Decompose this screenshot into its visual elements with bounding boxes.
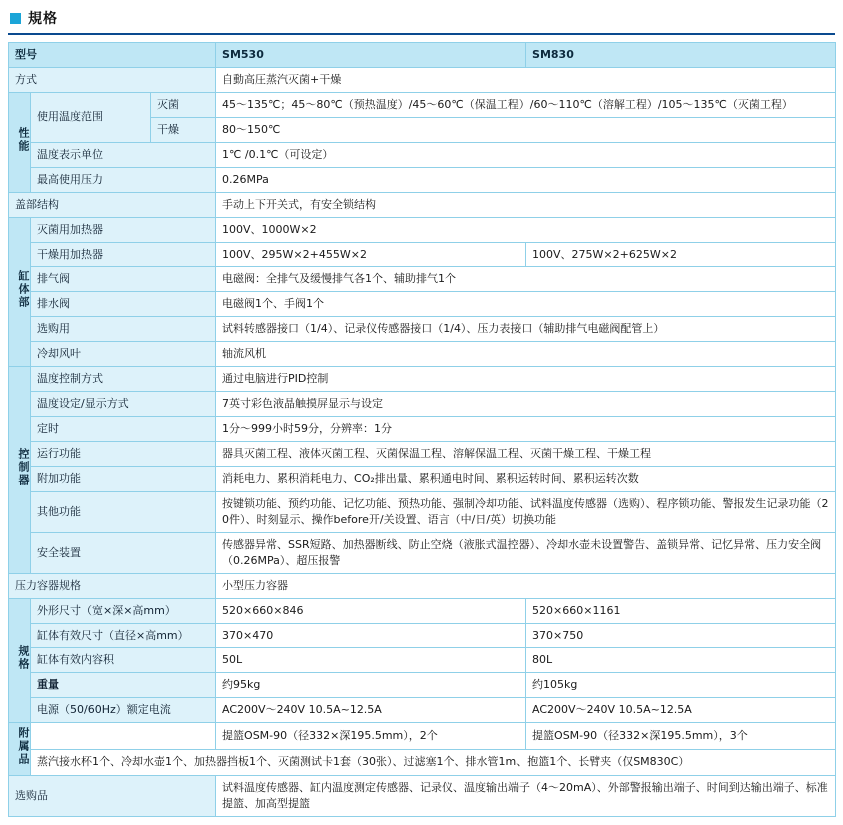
row-label-temp-control: 温度控制方式 (31, 367, 216, 392)
row-label-lid-structure: 盖部结构 (9, 192, 216, 217)
row-label-outer-size: 外形尺寸（宽×深×高mm） (31, 598, 216, 623)
row-value-timer: 1分～999小时59分，分辨率：1分 (216, 417, 836, 442)
group-label-cylinder (9, 217, 31, 367)
row-spacer-basket (31, 723, 216, 749)
row-label-temp-unit: 温度表示单位 (31, 142, 216, 167)
row-value-chamber-size-sm830: 370×750 (526, 623, 836, 648)
group-label-controller-text: 控制器 (16, 447, 30, 487)
row-label-other: 其他功能 (31, 491, 216, 532)
row-label-temp-display: 温度设定/显示方式 (31, 392, 216, 417)
row-label-sterilize-heater: 灭菌用加热器 (31, 217, 216, 242)
table-row-safety (9, 532, 836, 573)
header-col-sm530: SM530 (216, 43, 526, 68)
table-row-operation (9, 442, 836, 467)
row-value-outer-size-sm530: 520×660×846 (216, 598, 526, 623)
row-value-method: 自動高圧蒸汽灭菌+干燥 (216, 67, 836, 92)
row-value-power-sm530: AC200V～240V 10.5A~12.5A (216, 698, 526, 723)
row-value-temp-dry: 80～150℃ (216, 117, 836, 142)
row-label-chamber-size: 缸体有效尺寸（直径×高mm） (31, 623, 216, 648)
row-sublabel-sterilize: 灭菌 (151, 92, 216, 117)
row-label-option-list: 选购品 (9, 776, 216, 817)
row-value-option-use: 试料转感器接口（1/4）、记录仪传感器接口（1/4）、压力表接口（辅助排气电磁阀配管上） (216, 317, 836, 342)
square-marker-icon (10, 13, 21, 24)
table-row-chamber-size (9, 623, 836, 648)
row-value-lid-structure: 手动上下开关式，有安全锁结构 (216, 192, 836, 217)
row-value-max-pressure: 0.26MPa (216, 167, 836, 192)
row-label-max-pressure: 最高使用压力 (31, 167, 216, 192)
group-label-performance (9, 92, 31, 192)
group-label-performance-text: 性能 (16, 126, 30, 153)
table-row-exhaust-valve (9, 267, 836, 292)
row-value-accessory-list: 蒸汽接水杯1个、冷却水壶1个、加热器挡板1个、灭菌测试卡1套（30张）、过滤塞1个、排水管1m、抱篮1个、长臂夹（仅SM830C） (31, 749, 836, 775)
row-label-method: 方式 (9, 67, 216, 92)
row-value-chamber-size-sm530: 370×470 (216, 623, 526, 648)
table-row-dry-heater (9, 242, 836, 267)
row-value-option-list: 试料温度传感器、缸内温度测定传感器、记录仪、温度输出端子（4～20mA）、外部警报输出端子、时间到达输出端子、标准提篮、加高型提篮 (216, 776, 836, 817)
table-row-weight (9, 673, 836, 698)
row-label-option-use: 选购用 (31, 317, 216, 342)
table-row-sterilize-heater (9, 217, 836, 242)
row-label-temp-range: 使用温度范围 (31, 92, 151, 142)
group-label-accessory (9, 723, 31, 776)
row-label-chamber-volume: 缸体有效内容积 (31, 648, 216, 673)
row-value-exhaust-valve: 电磁阀：全排气及缓慢排气各1个、辅助排气1个 (216, 267, 836, 292)
group-label-cylinder-text: 缸体部 (16, 269, 30, 309)
table-row-temp-display (9, 392, 836, 417)
row-value-attached: 消耗电力、累积消耗电力、CO₂排出量、累积通电时间、累积运转时间、累积运转次数 (216, 466, 836, 491)
row-value-pressure-vessel: 小型压力容器 (216, 573, 836, 598)
row-label-drain-valve: 排水阀 (31, 292, 216, 317)
row-label-timer: 定时 (31, 417, 216, 442)
row-value-operation: 器具灭菌工程、液体灭菌工程、灭菌保温工程、溶解保温工程、灭菌干燥工程、干燥工程 (216, 442, 836, 467)
row-label-pressure-vessel: 压力容器规格 (9, 573, 216, 598)
row-value-chamber-volume-sm830: 80L (526, 648, 836, 673)
table-row-temp-unit (9, 142, 836, 167)
row-value-temp-display: 7英寸彩色液晶触摸屏显示与设定 (216, 392, 836, 417)
row-label-attached: 附加功能 (31, 466, 216, 491)
group-label-accessory-text: 附属品 (16, 727, 30, 767)
table-row-attached (9, 466, 836, 491)
table-row-drain-valve (9, 292, 836, 317)
table-row-pressure-vessel (9, 573, 836, 598)
table-row-power (9, 698, 836, 723)
header-col-sm830: SM830 (526, 43, 836, 68)
row-value-temp-control: 通过电脑进行PID控制 (216, 367, 836, 392)
table-row-temp-control (9, 367, 836, 392)
table-row-basket (9, 723, 836, 749)
row-label-operation: 运行功能 (31, 442, 216, 467)
header-model-label: 型号 (9, 43, 216, 68)
table-row-timer (9, 417, 836, 442)
table-row-cooling-fan (9, 342, 836, 367)
row-value-weight-sm530: 约95kg (216, 673, 526, 698)
table-row-other (9, 491, 836, 532)
row-value-basket-sm530: 提篮OSM-90（径332×深195.5mm），2个 (216, 723, 526, 749)
row-value-dry-heater-sm530: 100V、295W×2+455W×2 (216, 242, 526, 267)
group-label-spec-text: 规格 (16, 644, 30, 671)
table-row-chamber-volume (9, 648, 836, 673)
table-row-outer-size (9, 598, 836, 623)
row-value-other: 按键锁功能、预约功能、记忆功能、预热功能、强制冷却功能、试料温度传感器（选购）、程序锁功能、警报发生记录功能（20件）、时刻显示、操作before开/关设置、语言（中/日/英）切换功能 (216, 491, 836, 532)
row-label-power: 电源（50/60Hz）额定电流 (31, 698, 216, 723)
row-value-weight-sm830: 约105kg (526, 673, 836, 698)
row-value-drain-valve: 电磁阀1个、手阀1个 (216, 292, 836, 317)
row-label-weight: 重量 (31, 673, 216, 698)
table-row-accessory-list (9, 749, 836, 775)
row-value-outer-size-sm830: 520×660×1161 (526, 598, 836, 623)
table-row-option-use (9, 317, 836, 342)
table-row-method (9, 67, 836, 92)
group-label-spec (9, 598, 31, 723)
page-title (8, 6, 835, 35)
row-value-dry-heater-sm830: 100V、275W×2+625W×2 (526, 242, 836, 267)
row-value-cooling-fan: 轴流风机 (216, 342, 836, 367)
table-row-temp-range-sterilize (9, 92, 836, 117)
table-row-max-pressure (9, 167, 836, 192)
row-label-dry-heater: 干燥用加热器 (31, 242, 216, 267)
row-value-chamber-volume-sm530: 50L (216, 648, 526, 673)
table-row-option-list (9, 776, 836, 817)
group-label-controller (9, 367, 31, 573)
row-label-exhaust-valve: 排气阀 (31, 267, 216, 292)
page-title-text: 規格 (28, 11, 58, 27)
row-value-temp-sterilize: 45～135℃；45～80℃（预热温度）/45～60℃（保温工程）/60～110℃（溶解工程）/105～135℃（灭菌工程） (216, 92, 836, 117)
row-value-power-sm830: AC200V～240V 10.5A~12.5A (526, 698, 836, 723)
row-value-basket-sm830: 提篮OSM-90（径332×深195.5mm），3个 (526, 723, 836, 749)
row-value-safety: 传感器异常、SSR短路、加热器断线、防止空烧（液胀式温控器）、冷却水壶未设置警告、盖锁异常、记忆异常、压力安全阀（0.26MPa）、超压报警 (216, 532, 836, 573)
row-label-safety: 安全装置 (31, 532, 216, 573)
row-value-temp-unit: 1℃ /0.1℃（可设定） (216, 142, 836, 167)
row-label-cooling-fan: 冷却风叶 (31, 342, 216, 367)
table-header-row (9, 43, 836, 68)
row-sublabel-dry: 干燥 (151, 117, 216, 142)
specification-table (8, 42, 836, 817)
row-value-sterilize-heater: 100V、1000W×2 (216, 217, 836, 242)
table-row-lid-structure (9, 192, 836, 217)
